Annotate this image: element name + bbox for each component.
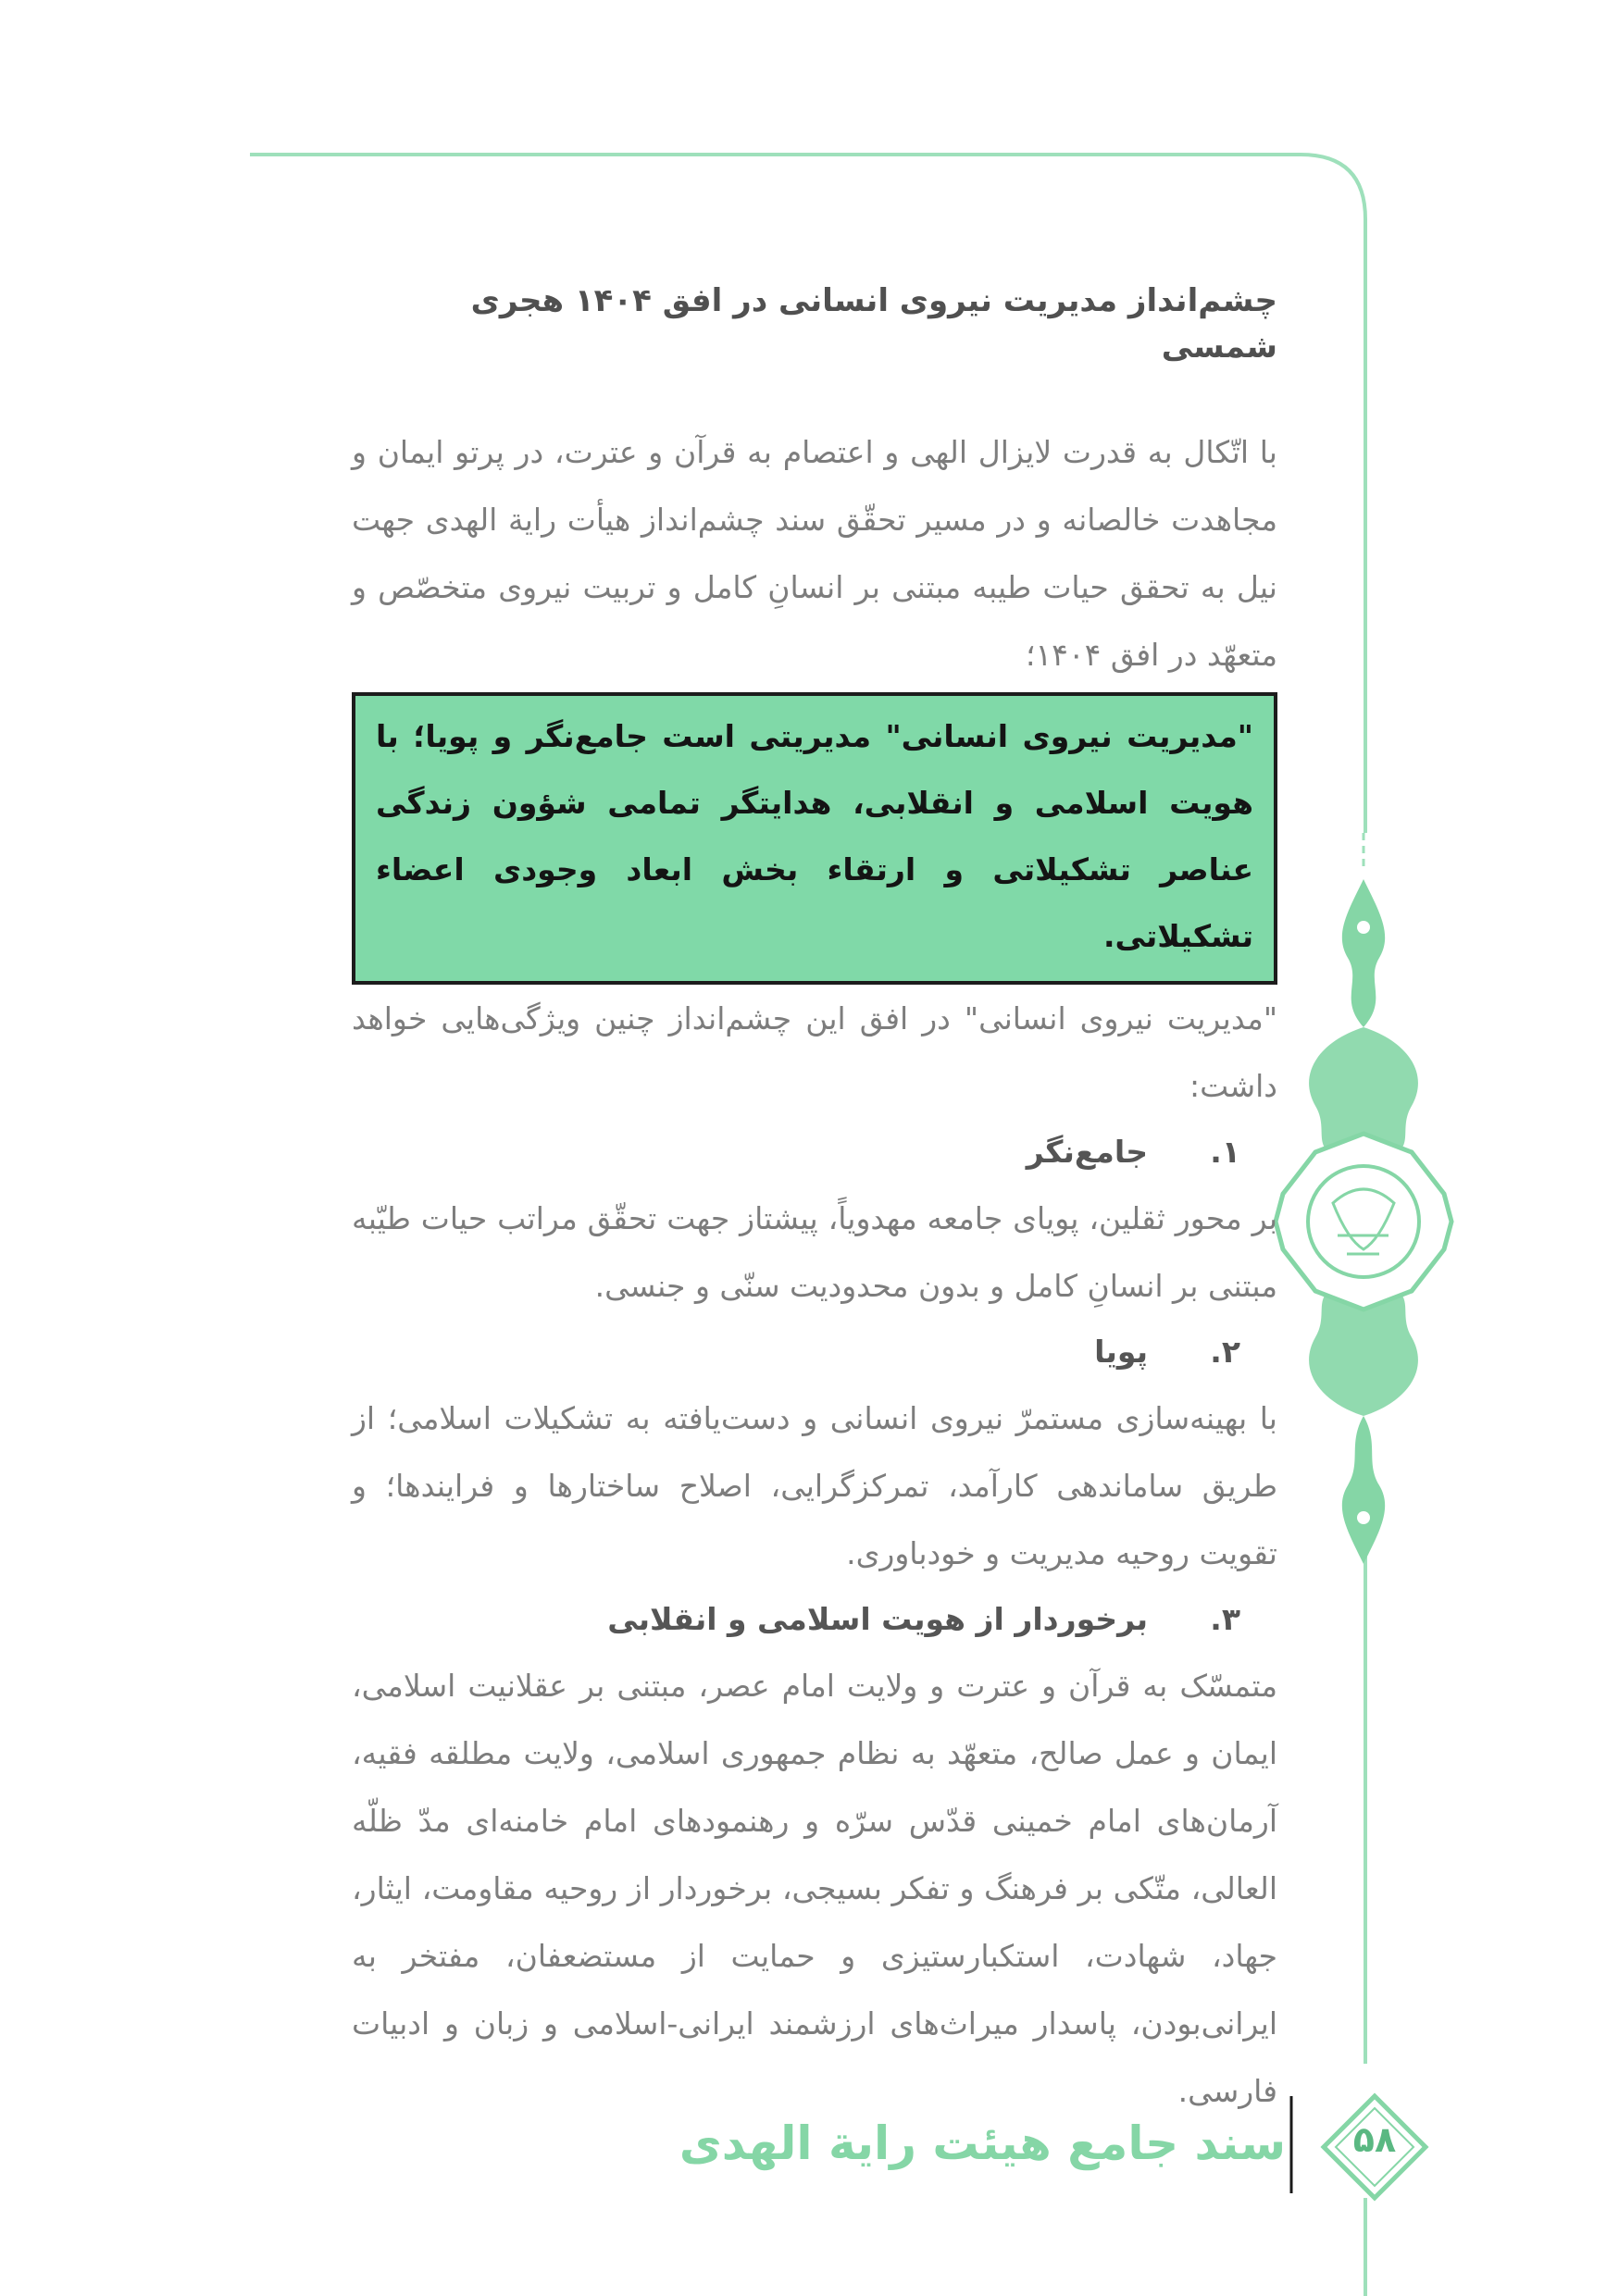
item-heading bbox=[352, 1320, 1277, 1384]
page-heading: چشم‌انداز مدیریت نیروی انسانی در افق ۱۴۰۴ هجری شمسی bbox=[470, 282, 1277, 366]
highlight-text: "مدیریت نیروی انسانی" مدیریتی است جامع‌نگر و پویا؛ با هویت اسلامی و انقلابی، هدایتگر تمامی شؤون زندگی عناصر تشکیلاتی و ارتقاء بخش ابعاد وجودی اعضاء تشکیلاتی. bbox=[376, 718, 1253, 954]
item-title: پویا bbox=[1094, 1334, 1148, 1370]
item-title: جامع‌نگر bbox=[1026, 1134, 1148, 1170]
item-text: متمسّک به قرآن و عترت و ولایت امام عصر، مبتنی بر عقلانیت اسلامی، ایمان و عمل صالح، متعهّد به نظام جمهوری اسلامی، ولایت مطلقه فقیه، آرمان‌های امام خمینی قدّس سرّه و رهنمودهای امام خامنه‌ای مدّ ظلّه العالی، متّکی بر فرهنگ و تفکر بسیجی، برخوردار از روحیه مقاومت، ایثار، جهاد، شهادت، استکبارستیزی و حمایت از مستضعفان، مفتخر به ایرانی‌بودن، پاسدار میراث‌های ارزشمند ایرانی-اسلامی و زبان و ادبیات فارسی. bbox=[352, 1668, 1277, 2109]
item-number: ۲. bbox=[1210, 1334, 1240, 1370]
list-item bbox=[352, 1320, 1277, 1587]
item-heading bbox=[352, 1120, 1277, 1185]
list-item bbox=[352, 1120, 1277, 1320]
lead-paragraph: "مدیریت نیروی انسانی" در افق این چشم‌انداز چنین ویژگی‌هایی خواهد داشت: bbox=[352, 1000, 1277, 1104]
item-text: با بهینه‌سازی مستمرّ نیروی انسانی و دست‌یافته به تشکیلات اسلامی؛ از طریق ساماندهی کارآمد، تمرکزگرایی، اصلاح ساختارها و فرایندها؛ و تقویت روحیه مدیریت و خودباوری. bbox=[352, 1400, 1277, 1571]
item-title: برخوردار از هویت اسلامی و انقلابی bbox=[607, 1601, 1148, 1637]
page-number: ۵۸ bbox=[1352, 2119, 1397, 2160]
intro-paragraph: با اتّکال به قدرت لایزال الهی و اعتصام به قرآن و عترت، در پرتو ایمان و مجاهدت خالصانه و در مسیر تحقّق سند چشم‌انداز هیأت رایة الهدی جهت نیل به تحقق حیات طیبه مبتنی بر انسانِ کامل و تربیت نیروی متخصّص و متعهّد در افق ۱۴۰۴؛ bbox=[352, 434, 1277, 673]
item-number: ۱. bbox=[1210, 1134, 1240, 1170]
main-content bbox=[352, 278, 1277, 2125]
emblem-seal-icon bbox=[1276, 1134, 1451, 1309]
item-number: ۳. bbox=[1210, 1601, 1240, 1637]
list-item bbox=[352, 1587, 1277, 2125]
highlight-box bbox=[352, 692, 1277, 985]
footer-title: سند جامع هیئت رایة الهدی bbox=[679, 2116, 1286, 2170]
item-heading bbox=[352, 1587, 1277, 1652]
item-text: بر محور ثقلین، پویای جامعه مهدویاً، پیشتاز جهت تحقّق مراتب حیات طیّبه مبتنی بر انسانِ کامل و بدون محدودیت سنّی و جنسی. bbox=[352, 1200, 1277, 1304]
